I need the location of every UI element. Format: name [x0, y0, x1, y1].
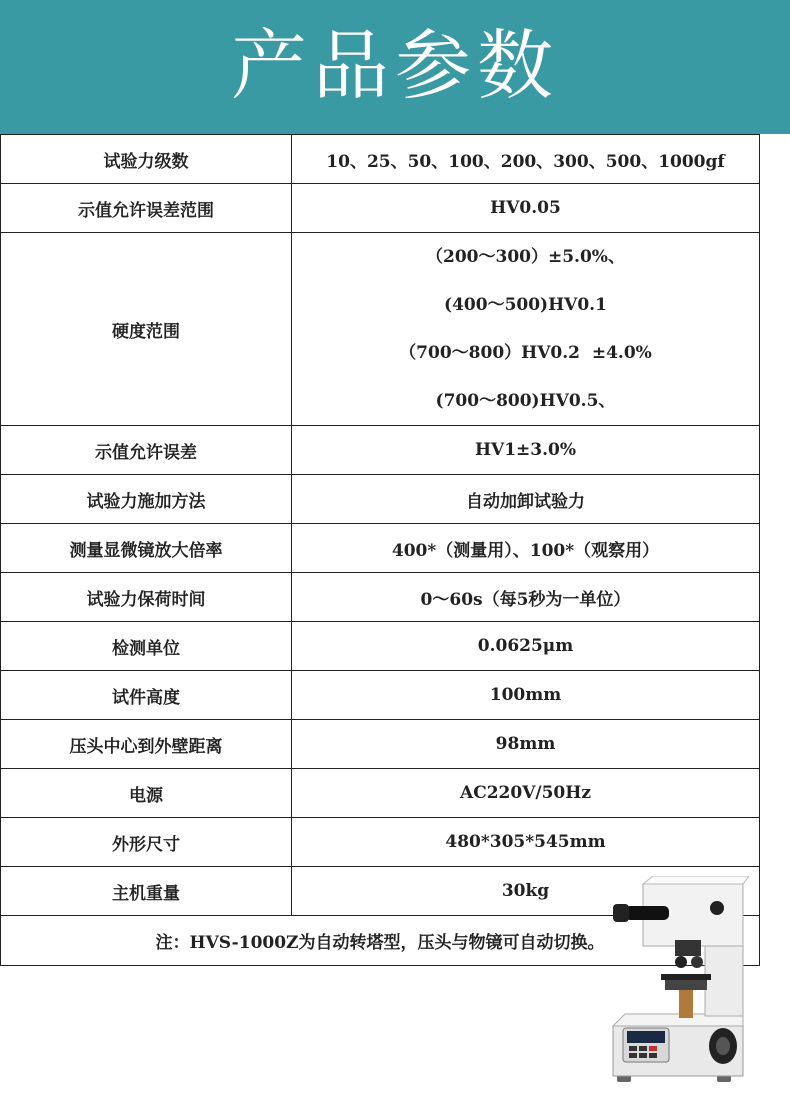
table-row	[1, 720, 760, 769]
spec-table	[0, 134, 760, 966]
table-row-hardness	[1, 233, 760, 426]
header-banner	[0, 0, 790, 134]
row-label: 主机重量	[1, 867, 292, 916]
table-row	[1, 135, 760, 184]
hardness-values	[292, 233, 760, 426]
note-text: 注：HVS-1000Z为自动转塔型，压头与物镜可自动切换。	[1, 916, 760, 966]
row-value: HV1±3.0%	[292, 426, 760, 475]
hardness-tester-image	[605, 876, 755, 1091]
page-title: 产品参数	[231, 21, 559, 110]
row-label: 测量显微镜放大倍率	[1, 524, 292, 573]
row-label: 示值允许误差	[1, 426, 292, 475]
hardness-line: （200～300）±5.0%、	[426, 247, 625, 267]
row-label: 试件高度	[1, 671, 292, 720]
row-value: 0.0625μm	[292, 622, 760, 671]
row-label: 示值允许误差范围	[1, 184, 292, 233]
row-value: AC220V/50Hz	[292, 769, 760, 818]
row-value: 480*305*545mm	[292, 818, 760, 867]
row-value: 30kg	[292, 867, 760, 916]
table-row	[1, 671, 760, 720]
hardness-line: （700～800）HV0.2 ±4.0%	[399, 343, 652, 363]
row-label: 电源	[1, 769, 292, 818]
row-label: 检测单位	[1, 622, 292, 671]
table-row	[1, 524, 760, 573]
row-label: 外形尺寸	[1, 818, 292, 867]
hardness-line: (700～800)HV0.5、	[435, 391, 616, 411]
row-value: HV0.05	[292, 184, 760, 233]
row-label: 压头中心到外壁距离	[1, 720, 292, 769]
row-value: 400*（测量用）、100*（观察用）	[292, 524, 760, 573]
table-row	[1, 769, 760, 818]
table-row	[1, 475, 760, 524]
row-label: 试验力级数	[1, 135, 292, 184]
row-value: 自动加卸试验力	[292, 475, 760, 524]
row-value: 0～60s（每5秒为一单位）	[292, 573, 760, 622]
table-row	[1, 426, 760, 475]
row-label: 试验力施加方法	[1, 475, 292, 524]
row-label: 试验力保荷时间	[1, 573, 292, 622]
row-label: 硬度范围	[1, 233, 292, 426]
row-value: 98mm	[292, 720, 760, 769]
hardness-line: (400～500)HV0.1	[444, 295, 607, 315]
table-row	[1, 573, 760, 622]
row-value: 10、25、50、100、200、300、500、1000gf	[292, 135, 760, 184]
table-row	[1, 818, 760, 867]
table-row	[1, 184, 760, 233]
table-row	[1, 622, 760, 671]
row-value: 100mm	[292, 671, 760, 720]
